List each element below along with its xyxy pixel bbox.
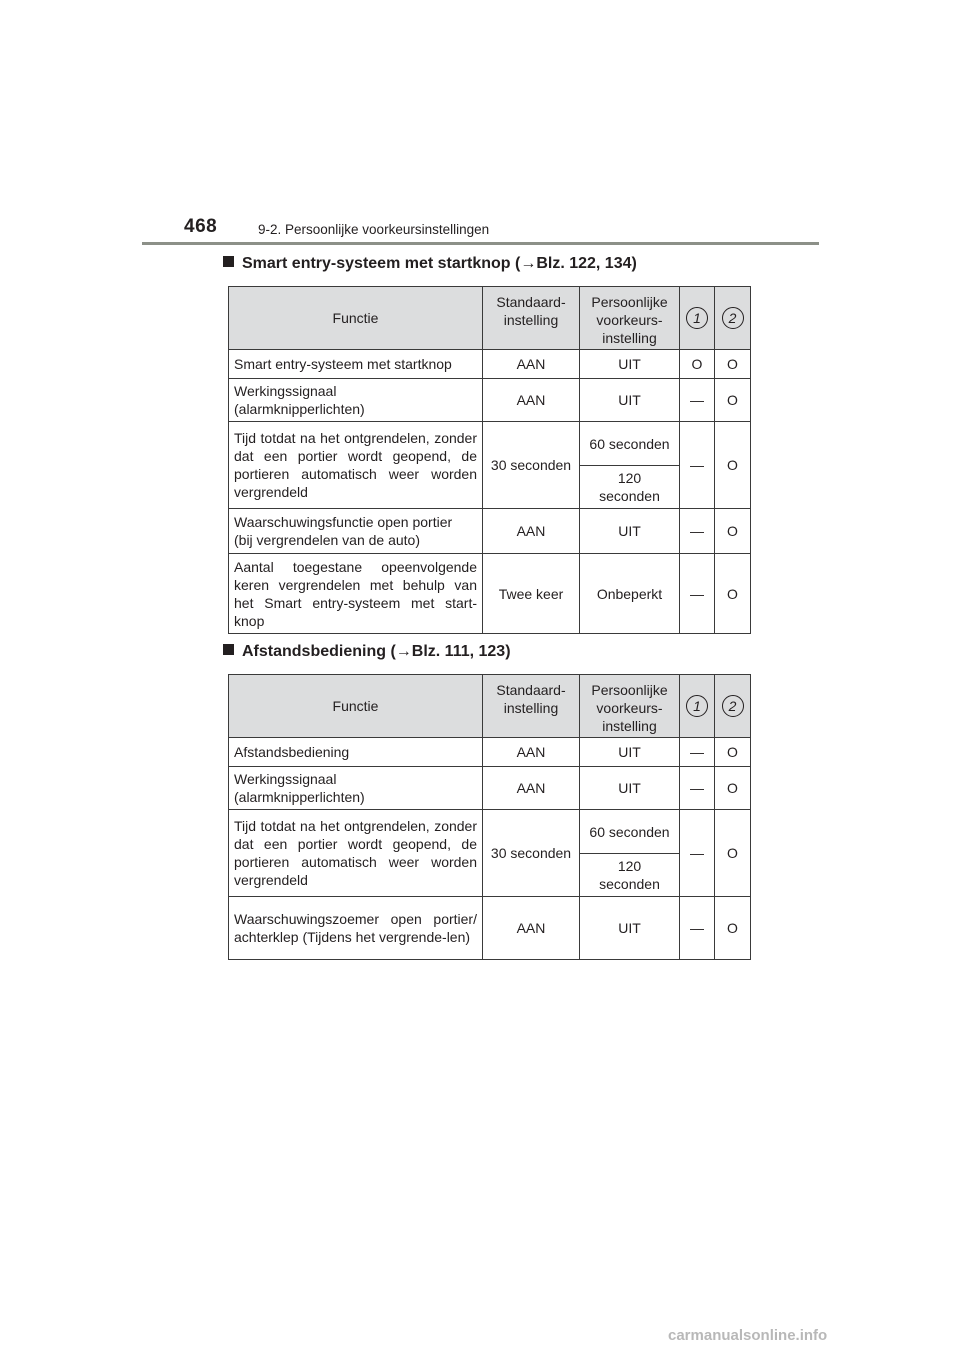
cell-method-2: O [715,738,751,767]
cell-functie: Waarschuwingsfunctie open portier (bij vergrendelen van de auto) [229,509,483,554]
cell-method-1: O [680,350,715,379]
table-row [229,810,751,854]
header-rule [142,242,819,245]
column-header-method-2 [715,675,751,738]
section-heading-text: Smart entry-systeem met startknop (→Blz. 122, 134) [242,255,637,272]
table-row [229,767,751,810]
table-row [229,350,751,379]
cell-persoonlijk: UIT [580,738,680,767]
header-title: 9-2. Persoonlijke voorkeursinstellingen [258,222,490,237]
cell-method-2: O [715,810,751,897]
cell-standaard: AAN [483,767,580,810]
cell-functie: Tijd totdat na het ontgrendelen, zonder dat een portier wordt geopend, de portieren automatisch weer worden vergrendeld [229,810,483,897]
number-2-icon: 2 [722,695,744,717]
column-header-functie: Functie [229,675,483,738]
column-header-standaard-text: Standaard- instelling [496,682,566,716]
cell-method-2: O [715,350,751,379]
cell-functie: Werkingssignaal (alarmknipperlichten) [229,767,483,810]
section-heading-smart-entry [223,255,637,273]
cell-standaard: AAN [483,350,580,379]
column-header-method-1 [680,675,715,738]
cell-functie: Aantal toegestane opeenvolgende keren vergrendelen met behulp van het Smart entry-systeem met start-knop [229,554,483,634]
column-header-method-1 [680,287,715,350]
cell-functie: Smart entry-systeem met startknop [229,350,483,379]
table-row [229,738,751,767]
table-row [229,554,751,634]
column-header-standaard [483,675,580,738]
cell-persoonlijk: UIT [580,897,680,960]
cell-standaard: Twee keer [483,554,580,634]
cell-standaard: 30 seconden [483,810,580,897]
cell-standaard: AAN [483,738,580,767]
cell-standaard: 30 seconden [483,422,580,509]
cell-method-1: — [680,379,715,422]
cell-method-2: O [715,897,751,960]
cell-method-1: — [680,509,715,554]
number-1-icon: 1 [686,307,708,329]
cell-persoonlijk: UIT [580,379,680,422]
cell-persoonlijk: UIT [580,767,680,810]
cell-functie: Afstandsbediening [229,738,483,767]
table-header-row [229,675,751,738]
cell-persoonlijk-option-1: 60 seconden [580,810,680,854]
cell-persoonlijk: UIT [580,350,680,379]
cell-standaard: AAN [483,379,580,422]
cell-persoonlijk-option-1: 60 seconden [580,422,680,466]
smart-entry-settings-table [228,286,751,634]
section-heading-afstandsbediening [223,643,511,661]
cell-method-2: O [715,767,751,810]
cell-persoonlijk-option-2: 120 seconden [580,466,680,509]
column-header-persoonlijk-text: Persoonlijke voorkeurs- instelling [591,294,668,346]
cell-method-1: — [680,810,715,897]
table-header-row [229,287,751,350]
cell-method-1: — [680,738,715,767]
cell-method-1: — [680,897,715,960]
square-bullet-icon [223,644,234,655]
column-header-method-2 [715,287,751,350]
cell-method-1: — [680,554,715,634]
watermark-text: carmanualsonline.info [668,1327,828,1344]
table-row [229,897,751,960]
section-heading-text: Afstandsbediening (→Blz. 111, 123) [242,643,511,660]
page-number: 468 [184,216,218,237]
column-header-persoonlijk-text: Persoonlijke voorkeurs- instelling [591,682,668,734]
cell-standaard: AAN [483,897,580,960]
cell-method-2: O [715,422,751,509]
cell-functie: Tijd totdat na het ontgrendelen, zonder dat een portier wordt geopend, de portieren automatisch weer worden vergrendeld [229,422,483,509]
cell-standaard: AAN [483,509,580,554]
cell-persoonlijk-option-2: 120 seconden [580,854,680,897]
cell-persoonlijk: Onbeperkt [580,554,680,634]
column-header-persoonlijk [580,287,680,350]
table-row [229,379,751,422]
number-1-icon: 1 [686,695,708,717]
cell-method-2: O [715,509,751,554]
table-row [229,422,751,466]
cell-method-2: O [715,379,751,422]
column-header-functie: Functie [229,287,483,350]
number-2-icon: 2 [722,307,744,329]
column-header-persoonlijk [580,675,680,738]
column-header-standaard [483,287,580,350]
column-header-standaard-text: Standaard- instelling [496,294,566,328]
cell-method-1: — [680,422,715,509]
cell-persoonlijk: UIT [580,509,680,554]
remote-control-settings-table [228,674,751,960]
square-bullet-icon [223,256,234,267]
cell-method-1: — [680,767,715,810]
cell-functie: Waarschuwingszoemer open portier/ achterklep (Tijdens het vergrende-len) [229,897,483,960]
table-row [229,509,751,554]
cell-method-2: O [715,554,751,634]
cell-functie: Werkingssignaal (alarmknipperlichten) [229,379,483,422]
